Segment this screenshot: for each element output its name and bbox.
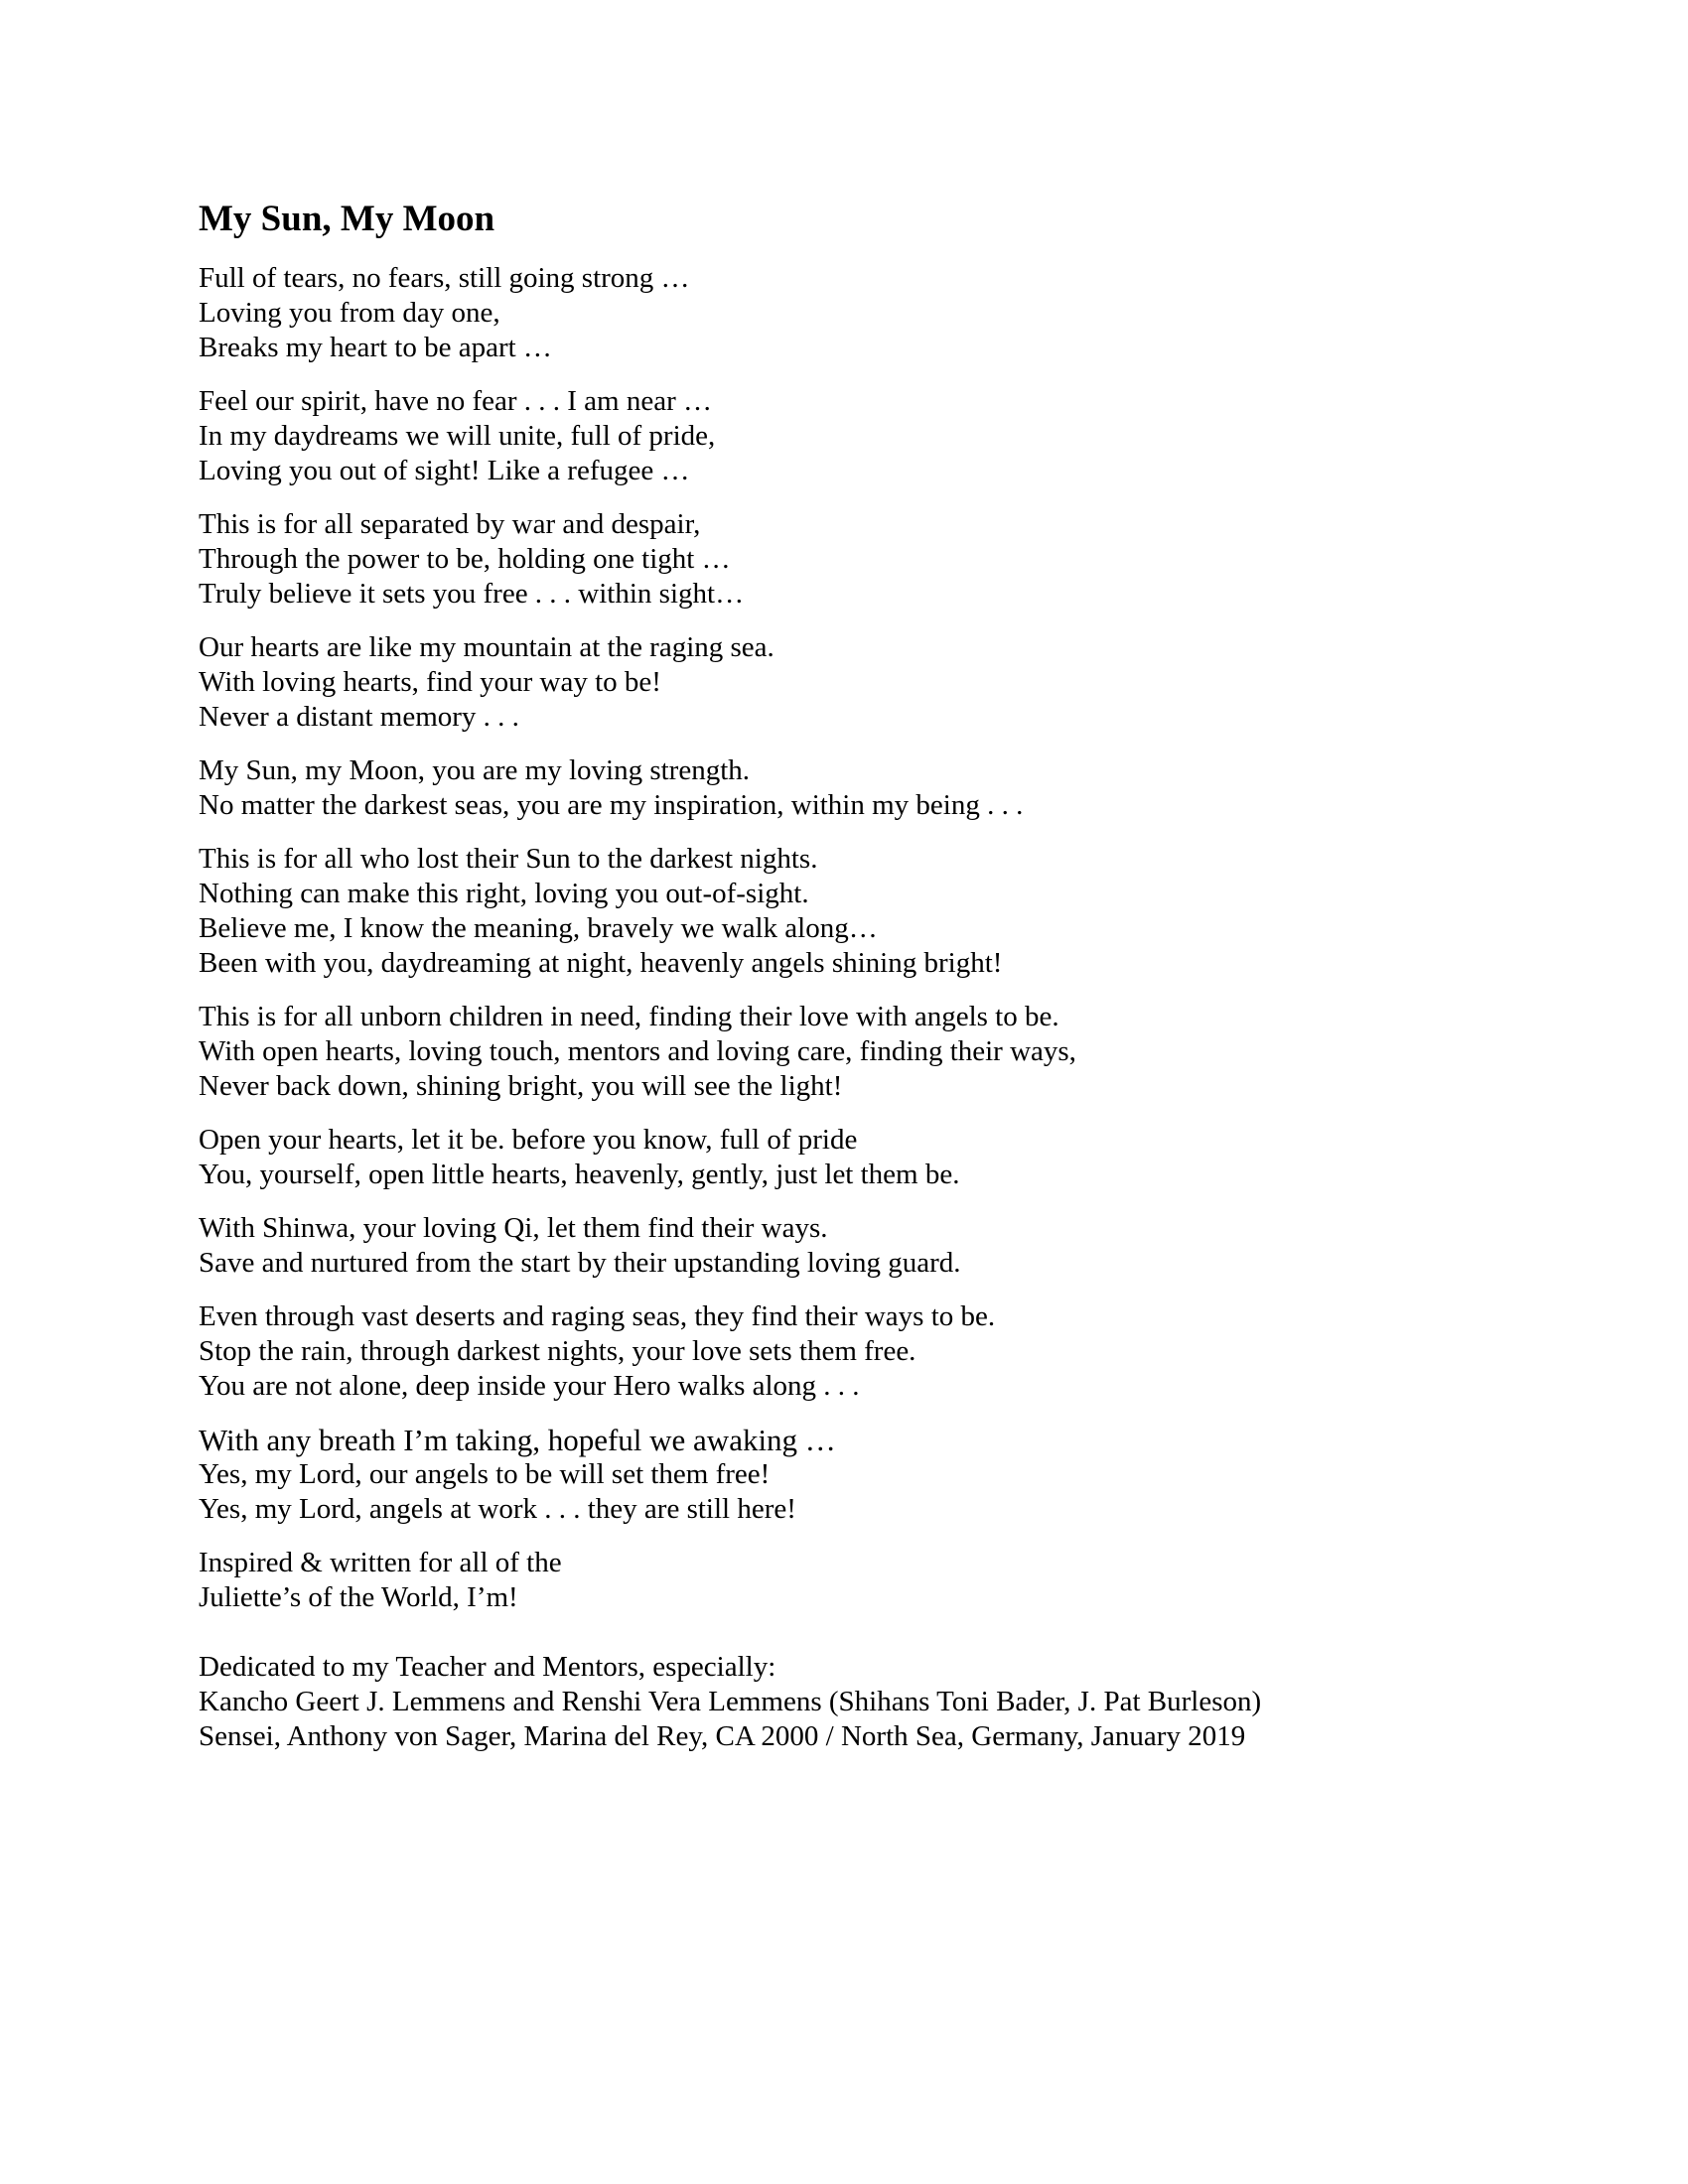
- poem-line: With loving hearts, find your way to be!: [199, 666, 661, 698]
- poem-line: This is for all who lost their Sun to the darkest nights.: [199, 843, 818, 875]
- poem-line: Full of tears, no fears, still going strong …: [199, 262, 690, 294]
- dedication-line: Sensei, Anthony von Sager, Marina del Rey, CA 2000 / North Sea, Germany, January 2019: [199, 1720, 1246, 1752]
- poem-line: Save and nurtured from the start by their upstanding loving guard.: [199, 1247, 961, 1279]
- poem-line: With open hearts, loving touch, mentors and loving care, finding their ways,: [199, 1035, 1076, 1067]
- poem-line: You, yourself, open little hearts, heavenly, gently, just let them be.: [199, 1159, 960, 1190]
- poem-line: Believe me, I know the meaning, bravely we walk along…: [199, 912, 878, 944]
- poem-line: Stop the rain, through darkest nights, your love sets them free.: [199, 1335, 916, 1367]
- stanza: [199, 384, 1589, 488]
- stanza: [199, 1423, 1589, 1527]
- poem-line: In my daydreams we will unite, full of pride,: [199, 420, 716, 452]
- note-line: Inspired & written for all of the: [199, 1547, 562, 1578]
- poem-line: With any breath I’m taking, hopeful we awaking …: [199, 1423, 836, 1457]
- poem-line: Loving you from day one,: [199, 297, 500, 329]
- poem-line: Been with you, daydreaming at night, heavenly angels shining bright!: [199, 947, 1003, 979]
- stanza: [199, 630, 1589, 735]
- poem-title: My Sun, My Moon: [199, 199, 495, 239]
- poem-line: This is for all unborn children in need, finding their love with angels to be.: [199, 1001, 1059, 1032]
- poem-line: Nothing can make this right, loving you out-of-sight.: [199, 878, 809, 909]
- poem-line: Through the power to be, holding one tight …: [199, 543, 731, 575]
- inspiration-note: [199, 1546, 1589, 1615]
- dedication-line: Dedicated to my Teacher and Mentors, especially:: [199, 1651, 776, 1683]
- poem-line: You are not alone, deep inside your Hero walks along . . .: [199, 1370, 860, 1402]
- poem-line: Yes, my Lord, angels at work . . . they are still here!: [199, 1493, 796, 1525]
- poem-line: Even through vast deserts and raging seas, they find their ways to be.: [199, 1300, 996, 1332]
- dedication-line: Kancho Geert J. Lemmens and Renshi Vera Lemmens (Shihans Toni Bader, J. Pat Burleson): [199, 1686, 1262, 1717]
- poem-line: Truly believe it sets you free . . . within sight…: [199, 578, 745, 610]
- poem-line: Breaks my heart to be apart …: [199, 332, 552, 363]
- poem-line: This is for all separated by war and despair,: [199, 508, 701, 540]
- poem-line: No matter the darkest seas, you are my inspiration, within my being . . .: [199, 789, 1024, 821]
- poem-line: With Shinwa, your loving Qi, let them find their ways.: [199, 1212, 828, 1244]
- poem-line: Yes, my Lord, our angels to be will set them free!: [199, 1458, 771, 1490]
- poem-line: Never back down, shining bright, you will see the light!: [199, 1070, 843, 1102]
- note-line: Juliette’s of the World, I’m!: [199, 1581, 518, 1613]
- dedication: [199, 1650, 1589, 1754]
- poem-line: Feel our spirit, have no fear . . . I am near …: [199, 385, 712, 417]
- stanza: [199, 261, 1589, 365]
- poem-line: Open your hearts, let it be. before you know, full of pride: [199, 1124, 858, 1156]
- stanza: [199, 507, 1589, 612]
- stanza: [199, 1299, 1589, 1404]
- stanza: [199, 842, 1589, 981]
- stanza: [199, 753, 1589, 823]
- stanza: [199, 1123, 1589, 1192]
- poem-line: Our hearts are like my mountain at the raging sea.: [199, 631, 774, 663]
- poem-body: [199, 261, 1589, 1773]
- stanza: [199, 1211, 1589, 1281]
- poem-line: Loving you out of sight! Like a refugee …: [199, 455, 690, 486]
- poem-line: My Sun, my Moon, you are my loving strength.: [199, 754, 751, 786]
- stanza: [199, 1000, 1589, 1104]
- poem-line: Never a distant memory . . .: [199, 701, 519, 733]
